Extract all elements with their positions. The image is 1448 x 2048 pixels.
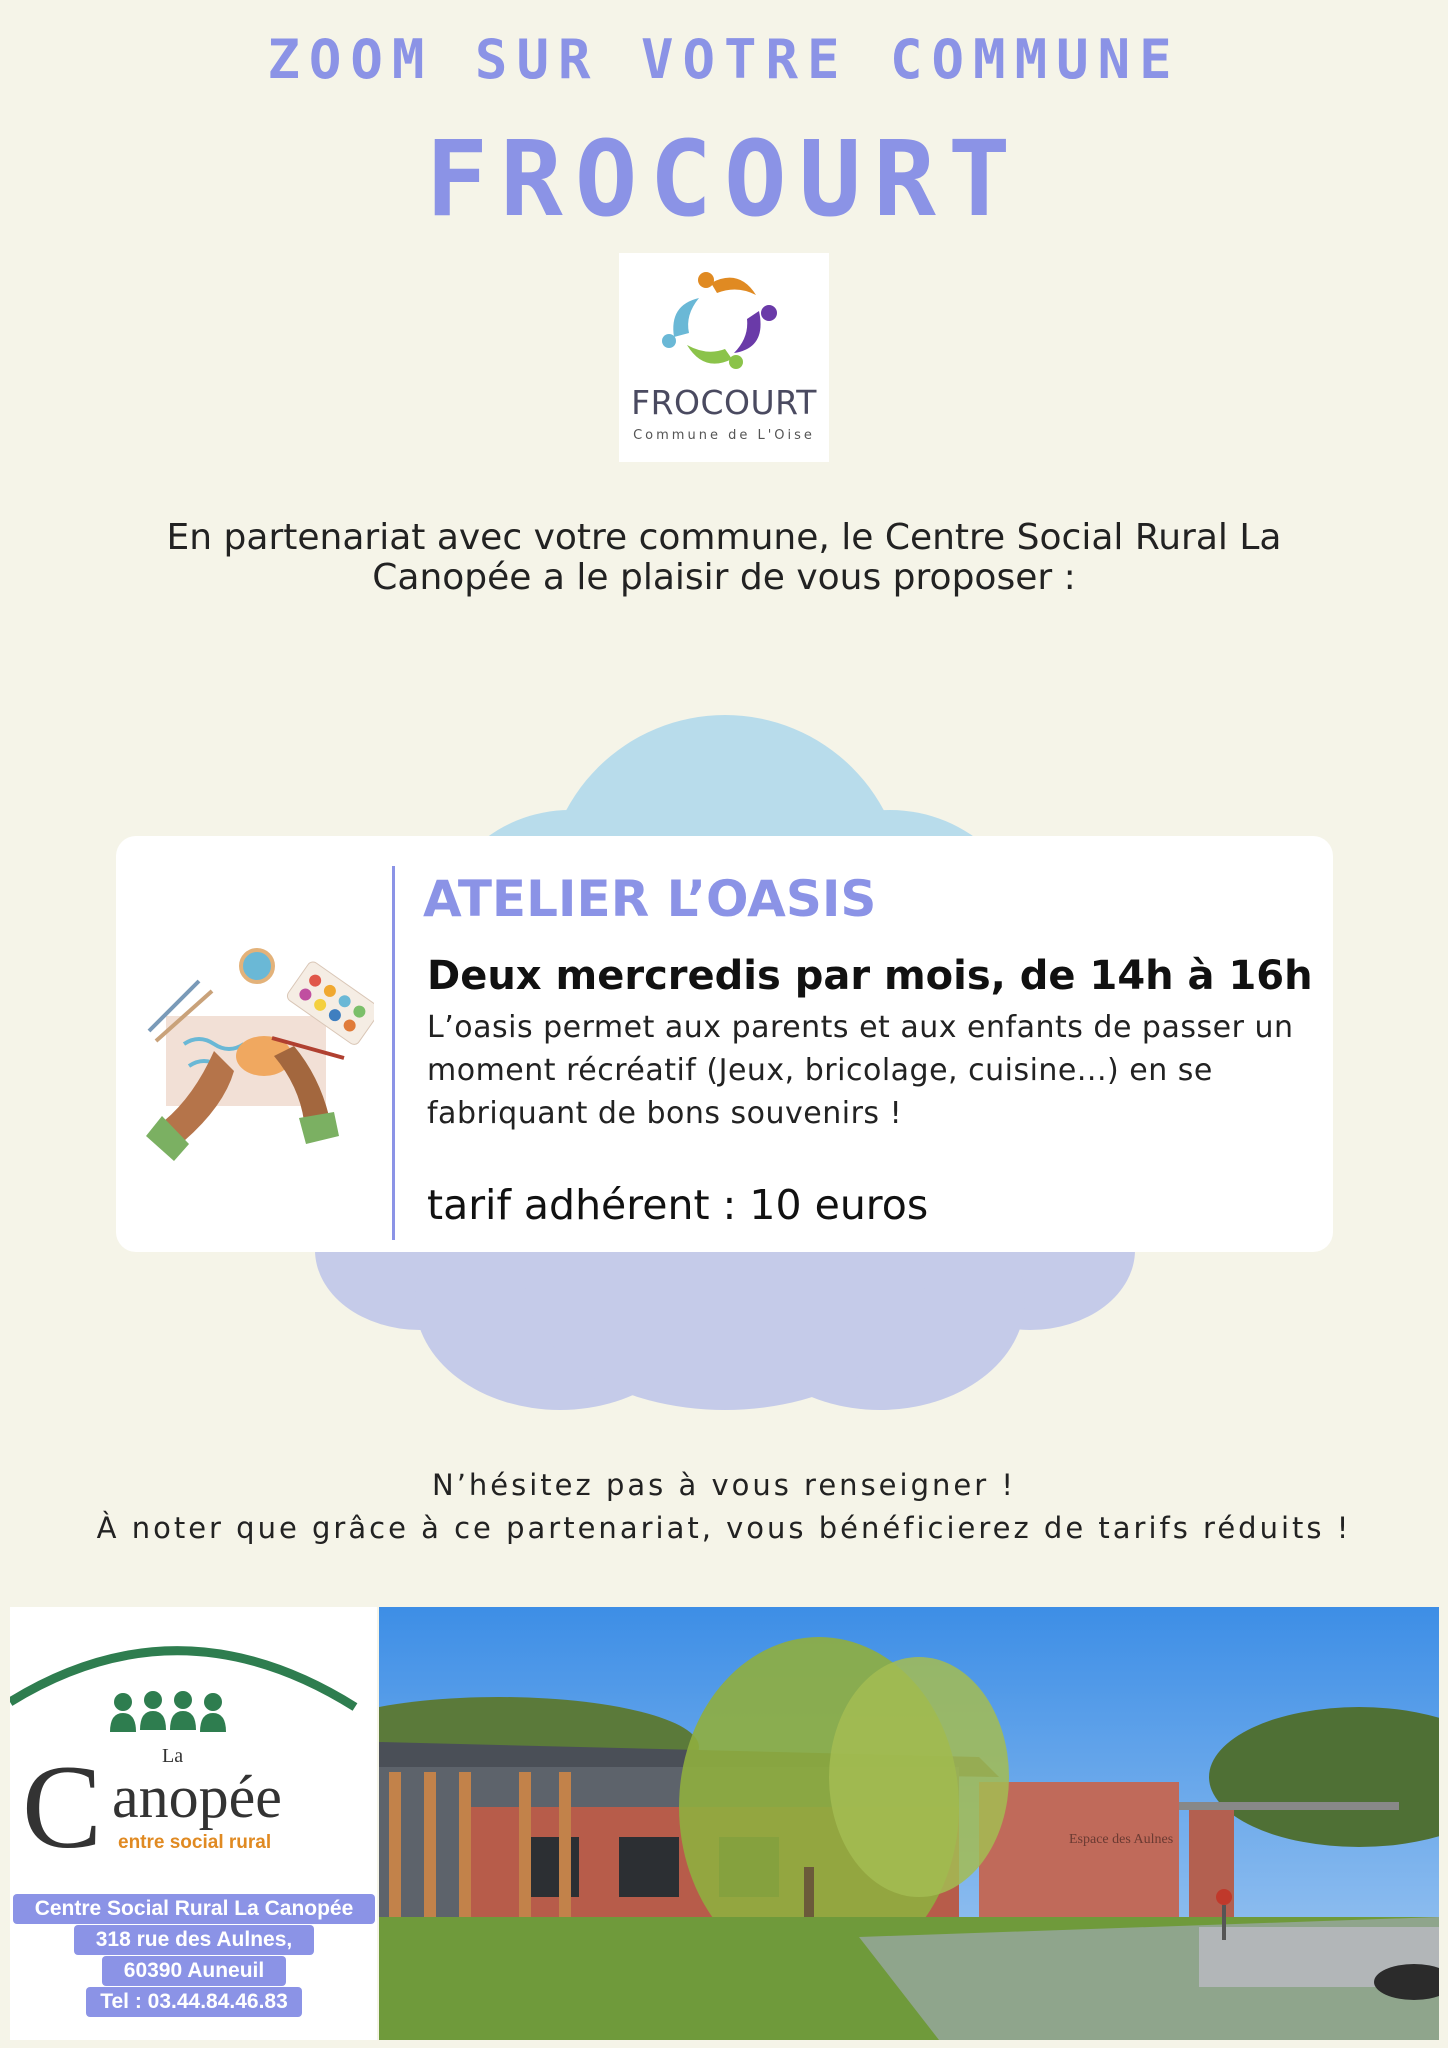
address-street: 318 rue des Aulnes,	[74, 1925, 314, 1955]
commune-logo	[619, 253, 829, 462]
description-line: L’oasis permet aux parents et aux enfants de passer un	[427, 1010, 1294, 1045]
canopee-brand-name: anopée	[112, 1764, 282, 1830]
atelier-schedule: Deux mercredis par mois, de 14h à 16h	[427, 953, 1313, 999]
intro-line-1: En partenariat avec votre commune, le Centre Social Rural La	[166, 517, 1282, 558]
commune-logo-name: FROCOURT	[631, 383, 817, 422]
atelier-title: ATELIER L’OASIS	[423, 870, 877, 928]
canopee-brand-c: C	[22, 1740, 103, 1873]
commune-logo-emblem	[619, 253, 829, 383]
building-illustration	[379, 1607, 1439, 2040]
description-line: fabriquant de bons souvenirs !	[427, 1096, 903, 1131]
canopee-brand-la: La	[162, 1745, 184, 1767]
page-kicker: ZOOM SUR VOTRE COMMUNE	[267, 28, 1181, 91]
address-org-name: Centre Social Rural La Canopée	[13, 1894, 375, 1924]
atelier-tarif: tarif adhérent : 10 euros	[427, 1181, 929, 1229]
intro-text	[60, 518, 1388, 598]
description-line: moment récréatif (Jeux, bricolage, cuisine...) en se	[427, 1053, 1213, 1088]
page-title: FROCOURT	[425, 118, 1023, 240]
commune-logo-subtitle: Commune de L'Oise	[633, 428, 815, 443]
building-sign: Espace des Aulnes	[1069, 1832, 1174, 1847]
note-line-1: N’hésitez pas à vous renseigner !	[432, 1468, 1016, 1502]
address-phone[interactable]: Tel : 03.44.84.46.83	[86, 1987, 302, 2017]
atelier-description	[427, 1006, 1327, 1135]
address-city: 60390 Auneuil	[102, 1956, 286, 1986]
canopee-arc-icon	[10, 1607, 377, 1747]
card-divider	[392, 866, 395, 1240]
painting-hands-illustration	[144, 946, 374, 1166]
canopee-brand-subtitle: entre social rural	[118, 1832, 272, 1853]
atelier-card	[116, 836, 1333, 1252]
note-line-2: À noter que grâce à ce partenariat, vous bénéficierez de tarifs réduits !	[96, 1511, 1352, 1545]
intro-line-2: Canopée a le plaisir de vous proposer :	[372, 557, 1076, 598]
people-icon	[110, 1691, 226, 1732]
building-photo	[379, 1607, 1439, 2040]
canopee-logo-panel	[10, 1607, 377, 2040]
